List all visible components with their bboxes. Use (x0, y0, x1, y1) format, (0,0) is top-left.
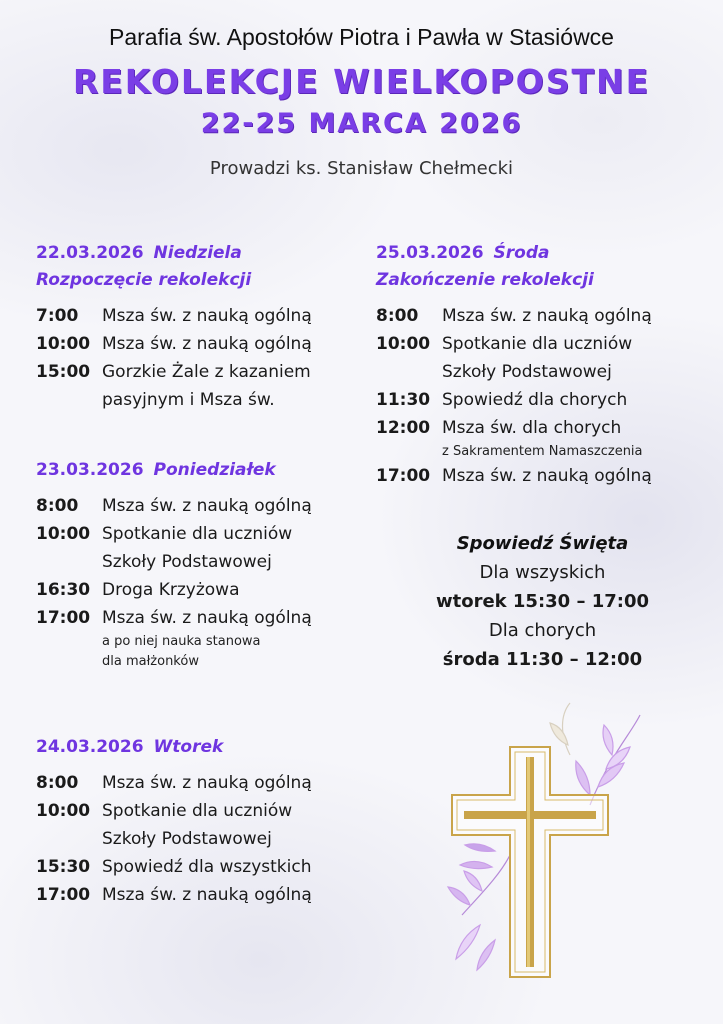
page-title: REKOLEKCJE WIELKOPOSTNE (72, 62, 651, 101)
event-description (102, 797, 366, 853)
event-line: Msza św. z nauką ogólną (442, 466, 652, 486)
event-line: Spotkanie dla uczniów (102, 524, 293, 544)
event-note: dla małżonków (102, 654, 199, 669)
day-of-week: Niedziela (153, 243, 242, 263)
day-section (36, 734, 366, 909)
event-note: a po niej nauka stanowa (102, 634, 261, 649)
event-line: Msza św. z nauką ogólną (102, 608, 312, 628)
event-time: 12:00 (376, 418, 431, 438)
schedule-row (36, 576, 366, 604)
schedule-row (376, 462, 706, 490)
event-line: Msza św. dla chorych (442, 418, 622, 438)
event-line: Gorzkie Żale z kazaniem (102, 362, 311, 382)
event-line: Szkoły Podstawowej (442, 362, 612, 382)
event-description (442, 330, 706, 386)
event-description (442, 462, 706, 490)
schedule-row (36, 492, 366, 520)
event-description (102, 330, 366, 358)
schedule-row (376, 302, 706, 330)
schedule-list (376, 302, 706, 490)
event-time: 16:30 (36, 580, 91, 600)
event-description (442, 414, 706, 462)
confession-sick-label: Dla chorych (488, 620, 597, 641)
day-header (36, 457, 366, 484)
event-line: Spowiedź dla chorych (442, 390, 628, 410)
event-description (102, 853, 366, 881)
event-description (102, 492, 366, 520)
schedule-row (36, 330, 366, 358)
schedule-row (36, 853, 366, 881)
event-line: Spotkanie dla uczniów (442, 334, 633, 354)
day-of-week: Wtorek (153, 737, 224, 757)
day-of-week: Środa (493, 243, 550, 263)
event-time: 10:00 (376, 334, 431, 354)
schedule-row (36, 604, 366, 672)
event-description (102, 520, 366, 576)
confession-all-time: wtorek 15:30 – 17:00 (435, 591, 650, 612)
event-description (442, 302, 706, 330)
day-header (36, 240, 366, 294)
event-description (102, 576, 366, 604)
schedule-list (36, 492, 366, 672)
confession-heading: Spowiedź Święta (456, 533, 629, 554)
day-of-week: Poniedziałek (153, 460, 276, 480)
event-line: Msza św. z nauką ogólną (102, 496, 312, 516)
event-dates: 22-25 MARCA 2026 (200, 108, 523, 139)
event-time: 8:00 (36, 496, 79, 516)
leader-line: Prowadzi ks. Stanisław Chełmecki (209, 158, 514, 179)
day-header (376, 240, 706, 294)
day-date: 22.03.2026 (36, 243, 144, 263)
schedule-row (36, 302, 366, 330)
schedule-row (376, 386, 706, 414)
cross-decoration (440, 695, 670, 995)
event-line: Msza św. z nauką ogólną (102, 773, 312, 793)
event-time: 11:30 (376, 390, 431, 410)
event-time: 17:00 (36, 608, 91, 628)
event-time: 10:00 (36, 334, 91, 354)
event-time: 17:00 (36, 885, 91, 905)
event-description (102, 881, 366, 909)
event-line: Szkoły Podstawowej (102, 829, 272, 849)
event-line: Msza św. z nauką ogólną (102, 334, 312, 354)
schedule-row (36, 769, 366, 797)
day-subtitle: Zakończenie rekolekcji (376, 270, 594, 290)
event-line: Szkoły Podstawowej (102, 552, 272, 572)
day-section (36, 457, 366, 672)
event-time: 8:00 (376, 306, 419, 326)
day-date: 23.03.2026 (36, 460, 144, 480)
schedule-row (36, 358, 366, 414)
confession-info (420, 530, 665, 674)
event-note: z Sakramentem Namaszczenia (442, 444, 643, 459)
schedule-row (376, 330, 706, 386)
event-description (442, 386, 706, 414)
day-date: 24.03.2026 (36, 737, 144, 757)
event-line: Msza św. z nauką ogólną (102, 306, 312, 326)
cross-icon (440, 695, 670, 995)
event-time: 15:30 (36, 857, 91, 877)
event-line: Msza św. z nauką ogólną (442, 306, 652, 326)
day-section (376, 240, 706, 490)
day-header (36, 734, 366, 761)
event-description (102, 358, 366, 414)
schedule-list (36, 769, 366, 909)
schedule-row (36, 881, 366, 909)
event-time: 17:00 (376, 466, 431, 486)
confession-all-label: Dla wszyskich (479, 562, 606, 583)
event-line: Msza św. z nauką ogólną (102, 885, 312, 905)
parish-name: Parafia św. Apostołów Piotra i Pawła w Stasiówce (109, 24, 614, 50)
event-line: pasyjnym i Msza św. (102, 390, 275, 410)
day-section (36, 240, 366, 414)
schedule-list (36, 302, 366, 414)
event-time: 8:00 (36, 773, 79, 793)
event-time: 10:00 (36, 524, 91, 544)
event-line: Droga Krzyżowa (102, 580, 240, 600)
event-time: 10:00 (36, 801, 91, 821)
day-subtitle: Rozpoczęcie rekolekcji (36, 270, 252, 290)
schedule-row (36, 797, 366, 853)
event-line: Spotkanie dla uczniów (102, 801, 293, 821)
event-time: 15:00 (36, 362, 91, 382)
event-description (102, 604, 366, 672)
confession-sick-time: środa 11:30 – 12:00 (442, 649, 643, 670)
event-time: 7:00 (36, 306, 79, 326)
schedule-row (376, 414, 706, 462)
event-line: Spowiedź dla wszystkich (102, 857, 312, 877)
schedule-row (36, 520, 366, 576)
event-description (102, 769, 366, 797)
day-date: 25.03.2026 (376, 243, 484, 263)
event-description (102, 302, 366, 330)
